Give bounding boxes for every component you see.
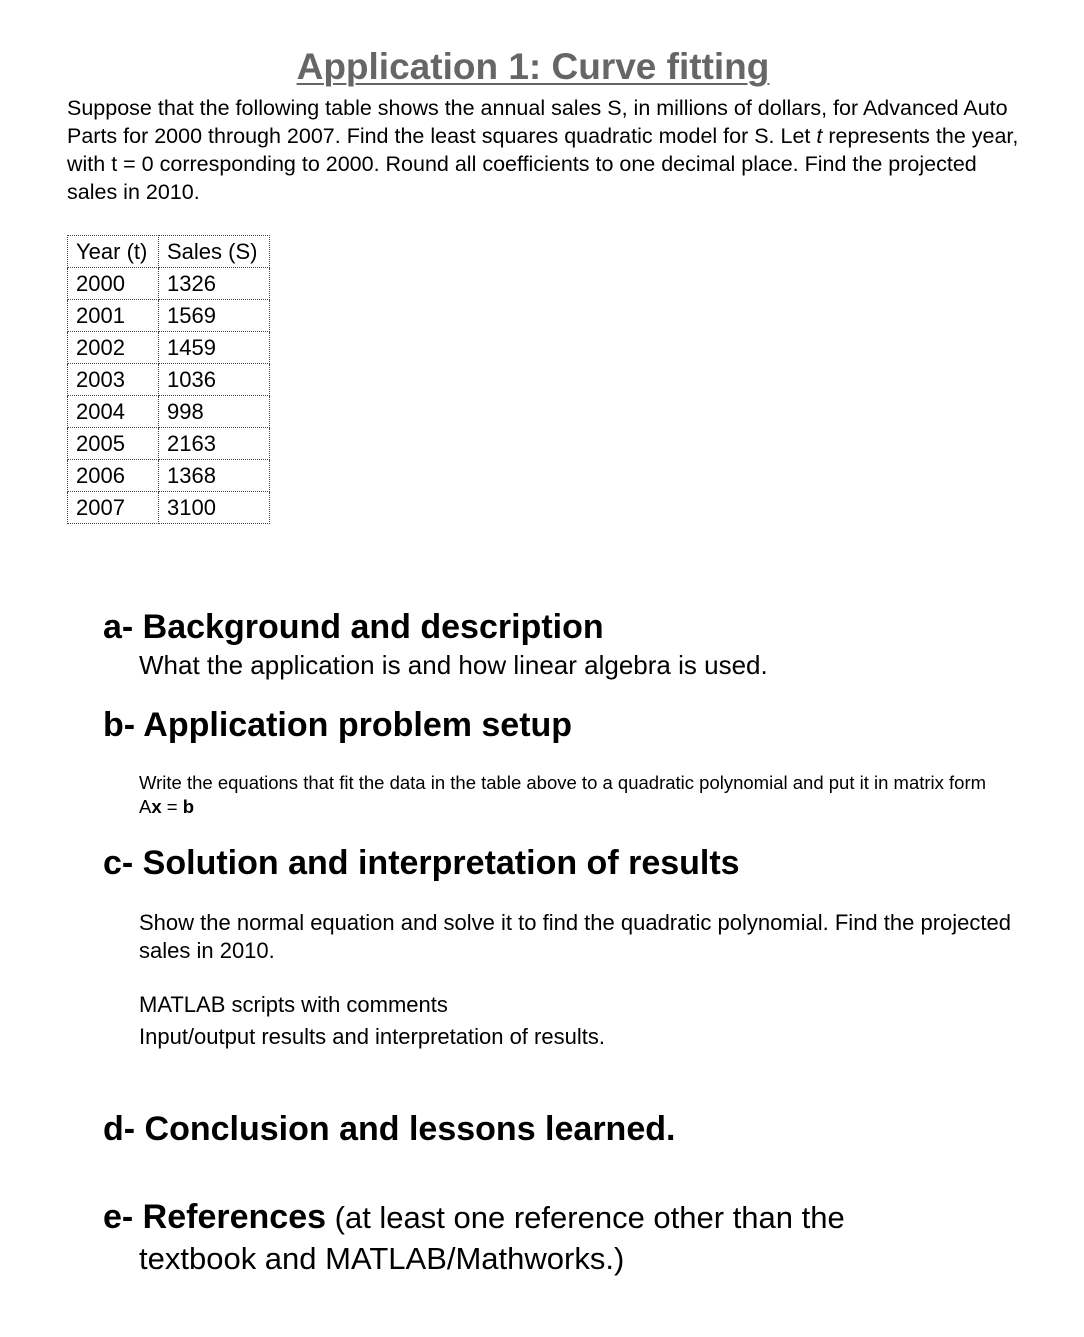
section-b-x: x	[151, 796, 162, 817]
cell-sales: 1036	[159, 364, 270, 396]
section-c-heading: c- Solution and interpretation of results	[103, 844, 740, 882]
table-row	[68, 492, 270, 524]
intro-text-part2: represents the year, with t = 0 corresponding to 2000. Round all coefficients to one decimal place. Find the projected sales in 2010.	[67, 124, 1019, 204]
cell-sales: 2163	[159, 428, 270, 460]
intro-var-t: t	[816, 124, 823, 148]
section-e-heading: e- References	[103, 1198, 327, 1236]
cell-sales: 1569	[159, 300, 270, 332]
table-row	[68, 460, 270, 492]
section-c-text2: MATLAB scripts with comments	[139, 992, 448, 1017]
cell-sales: 3100	[159, 492, 270, 524]
header-year: Year (t)	[68, 236, 159, 268]
section-c-text1: Show the normal equation and solve it to find the quadratic polynomial. Find the projected sales in 2010.	[139, 910, 1011, 963]
cell-year: 2000	[68, 268, 159, 300]
cell-year: 2005	[68, 428, 159, 460]
section-c-text3: Input/output results and interpretation of results.	[139, 1024, 605, 1049]
table-row	[68, 268, 270, 300]
cell-year: 2003	[68, 364, 159, 396]
section-c-list	[139, 989, 605, 1053]
cell-year: 2006	[68, 460, 159, 492]
section-b-heading: b- Application problem setup	[103, 706, 573, 744]
table-row	[68, 428, 270, 460]
section-a-text: What the application is and how linear algebra is used.	[139, 650, 768, 680]
table-row	[68, 396, 270, 428]
cell-sales: 1368	[159, 460, 270, 492]
section-e-paren: (at least one reference other than the	[326, 1200, 845, 1235]
table-row	[68, 332, 270, 364]
cell-sales: 998	[159, 396, 270, 428]
sales-table	[67, 235, 270, 524]
section-e-text2: textbook and MATLAB/Mathworks.)	[139, 1241, 625, 1276]
section-b-text	[139, 771, 999, 819]
section-e-heading-line	[103, 1198, 845, 1237]
intro-text-part1: Suppose that the following table shows the annual sales S, in millions of dollars, for Advanced Auto Parts for 2000 through 2007. Find the least squares quadratic model for S. Let	[67, 96, 1008, 148]
cell-year: 2002	[68, 332, 159, 364]
table-header-row	[68, 236, 270, 268]
table-row	[68, 300, 270, 332]
header-sales: Sales (S)	[159, 236, 270, 268]
table-row	[68, 364, 270, 396]
section-b-eq: =	[161, 796, 183, 817]
cell-year: 2004	[68, 396, 159, 428]
section-b-text-pre: Write the equations that fit the data in the table above to a quadratic polynomial and put it in matrix form A	[139, 772, 987, 817]
cell-sales: 1459	[159, 332, 270, 364]
section-d-heading: d- Conclusion and lessons learned.	[103, 1110, 676, 1148]
section-a-heading: a- Background and description	[103, 608, 604, 646]
cell-year: 2001	[68, 300, 159, 332]
page-title: Application 1: Curve fitting	[296, 46, 770, 87]
section-b-b: b	[182, 796, 195, 817]
cell-sales: 1326	[159, 268, 270, 300]
cell-year: 2007	[68, 492, 159, 524]
intro-paragraph	[67, 94, 1027, 206]
